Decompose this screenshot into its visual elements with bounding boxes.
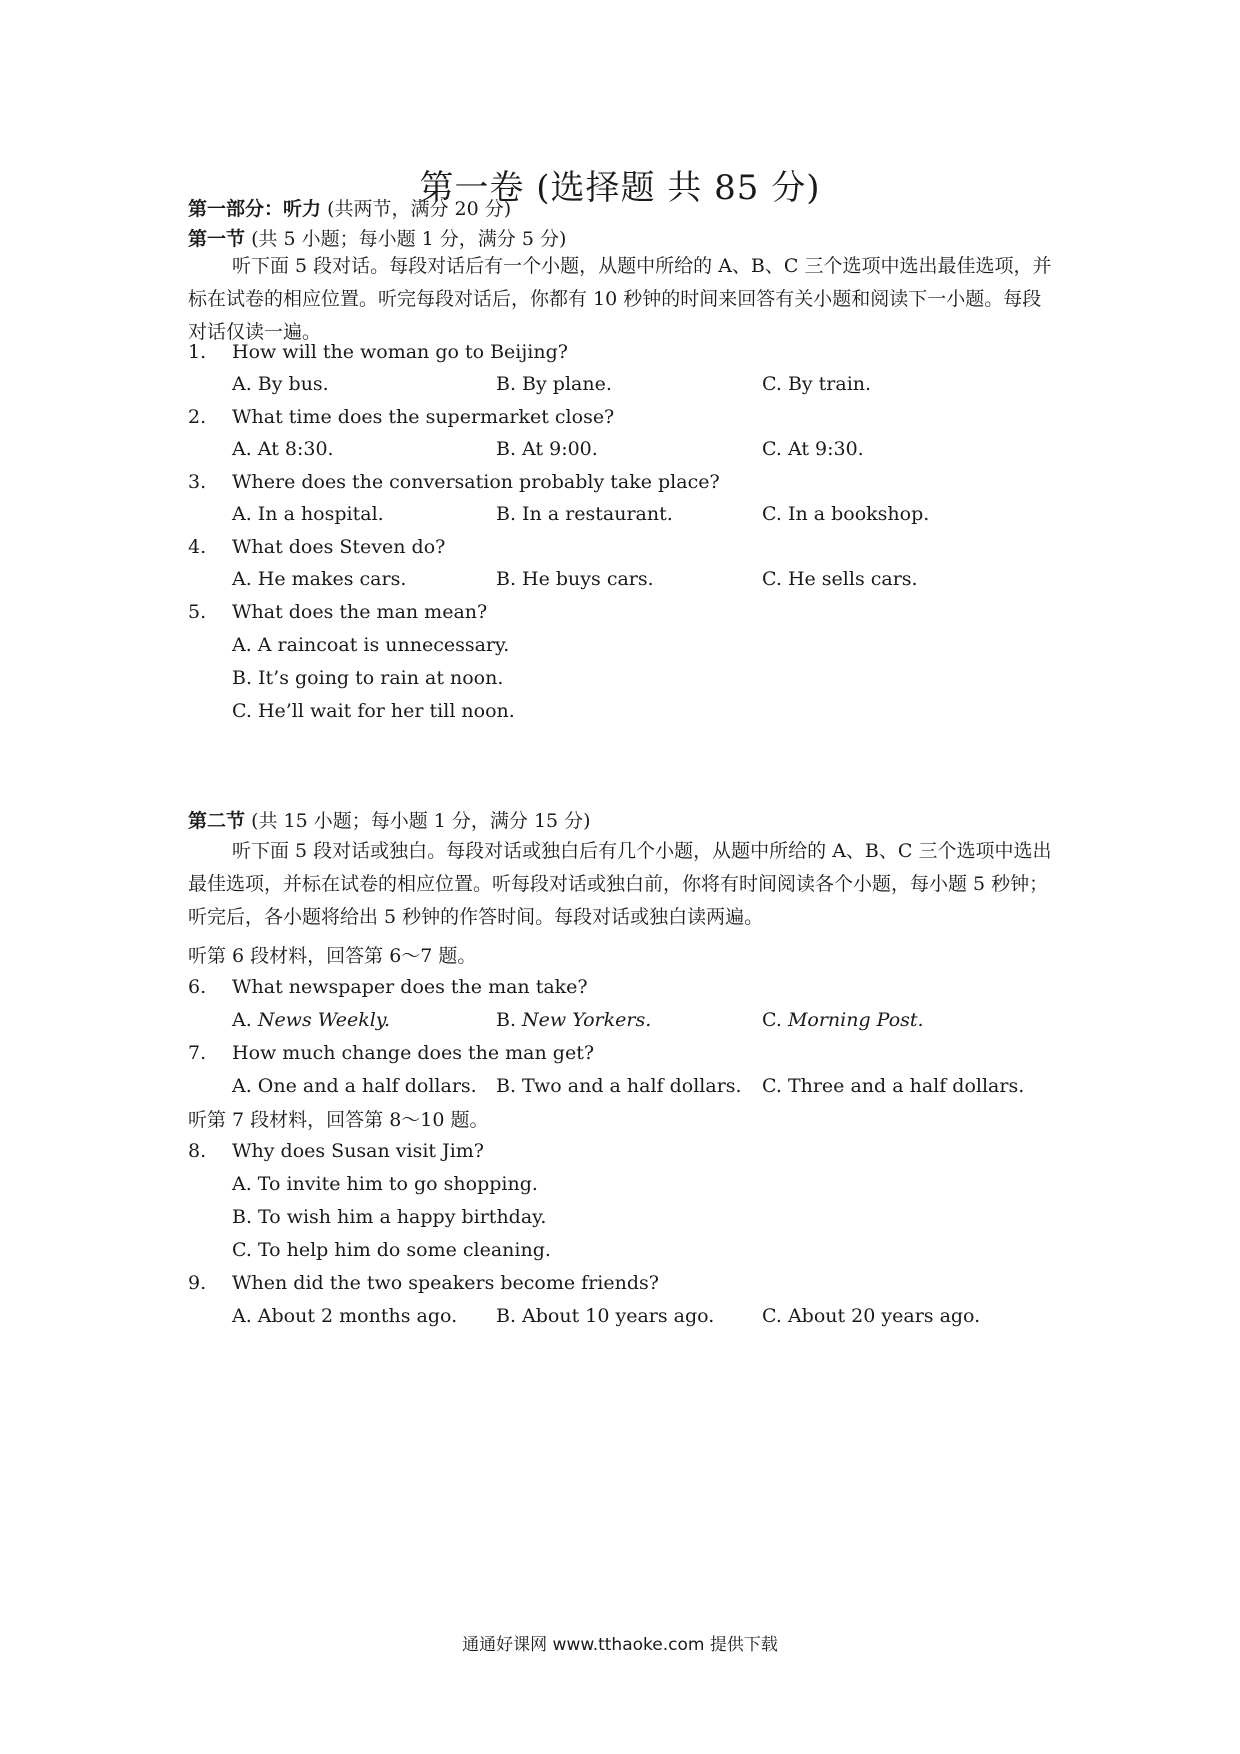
question-text: When did the two speakers become friends? xyxy=(232,1272,659,1294)
question-text: How will the woman go to Beijing? xyxy=(232,341,568,363)
question-text: What does the man mean? xyxy=(232,601,488,623)
question-number: 3. xyxy=(188,471,207,493)
question-text: Where does the conversation probably take place? xyxy=(232,471,720,493)
option-c-prefix: C. xyxy=(762,1009,788,1031)
question-number: 8. xyxy=(188,1140,207,1162)
question-number: 1. xyxy=(188,341,207,363)
option-c: C. He sells cars. xyxy=(762,568,918,590)
option-a-title: News Weekly. xyxy=(257,1009,391,1031)
page-footer: 通通好课网 www.tthaoke.com 提供下载 xyxy=(462,1635,778,1655)
option-b: B. To wish him a happy birthday. xyxy=(232,1206,547,1228)
section2-heading: 第二节 xyxy=(188,810,246,832)
option-b: B. By plane. xyxy=(496,373,612,395)
option-a: A. About 2 months ago. xyxy=(232,1305,458,1327)
option-c: C. In a bookshop. xyxy=(762,503,930,525)
option-a: A. A raincoat is unnecessary. xyxy=(232,634,510,656)
question-number: 7. xyxy=(188,1042,207,1064)
option-a: A. He makes cars. xyxy=(232,568,407,590)
section2-heading-line xyxy=(188,808,591,834)
option-b-prefix: B. xyxy=(496,1009,523,1031)
section1-heading-line xyxy=(188,226,566,252)
option-b xyxy=(496,1009,651,1031)
question-number: 6. xyxy=(188,976,207,998)
section1-heading-note: (共 5 小题；每小题 1 分，满分 5 分) xyxy=(251,228,567,250)
material-6-instruction: 听第 6 段材料，回答第 6～7 题。 xyxy=(188,945,477,967)
option-b: B. He buys cars. xyxy=(496,568,654,590)
option-c: C. At 9:30. xyxy=(762,438,864,460)
option-b-title: New Yorkers. xyxy=(522,1009,652,1031)
option-c: C. By train. xyxy=(762,373,872,395)
question-text: What time does the supermarket close? xyxy=(232,406,615,428)
material-7-instruction: 听第 7 段材料，回答第 8～10 题。 xyxy=(188,1109,489,1131)
option-b: B. In a restaurant. xyxy=(496,503,673,525)
part1-heading-note: (共两节，满分 20 分) xyxy=(327,198,512,220)
option-a: A. By bus. xyxy=(232,373,329,395)
question-number: 5. xyxy=(188,601,207,623)
section2-instructions: 听下面 5 段对话或独白。每段对话或独白后有几个小题，从题中所给的 A、B、C 三个选项中选出最佳选项，并标在试卷的相应位置。听每段对话或独白前，你将有时间阅读各个小题，每小题 5 秒钟；听完后，各小题将给出 5 秒钟的作答时间。每段对话或独白读两遍。 xyxy=(188,840,1052,928)
part1-heading-line xyxy=(188,196,511,222)
option-a: A. In a hospital. xyxy=(232,503,384,525)
option-b: B. About 10 years ago. xyxy=(496,1305,715,1327)
option-a: A. To invite him to go shopping. xyxy=(232,1173,538,1195)
section2-heading-note: (共 15 小题；每小题 1 分，满分 15 分) xyxy=(251,810,591,832)
section1-heading: 第一节 xyxy=(188,228,246,250)
option-a-prefix: A. xyxy=(232,1009,258,1031)
question-text: Why does Susan visit Jim? xyxy=(232,1140,484,1162)
question-number: 2. xyxy=(188,406,207,428)
paper-title: 第一卷 (选择题 共 85 分) xyxy=(419,168,821,208)
option-b: B. Two and a half dollars. xyxy=(496,1075,742,1097)
question-text: How much change does the man get? xyxy=(232,1042,595,1064)
option-c: C. Three and a half dollars. xyxy=(762,1075,1025,1097)
option-c-title: Morning Post. xyxy=(787,1009,924,1031)
question-number: 4. xyxy=(188,536,207,558)
option-a xyxy=(232,1009,390,1031)
option-b: B. It’s going to rain at noon. xyxy=(232,667,504,689)
option-b: B. At 9:00. xyxy=(496,438,598,460)
option-c xyxy=(762,1009,924,1031)
question-number: 9. xyxy=(188,1272,207,1294)
option-c: C. About 20 years ago. xyxy=(762,1305,981,1327)
part1-heading: 第一部分：听力 xyxy=(188,198,322,220)
option-a: A. At 8:30. xyxy=(232,438,334,460)
question-text: What does Steven do? xyxy=(232,536,446,558)
section1-instructions: 听下面 5 段对话。每段对话后有一个小题，从题中所给的 A、B、C 三个选项中选出最佳选项，并标在试卷的相应位置。听完每段对话后，你都有 10 秒钟的时间来回答有关小题和阅读下一小题。每段对话仅读一遍。 xyxy=(188,255,1052,343)
option-c: C. He’ll wait for her till noon. xyxy=(232,700,515,722)
question-text: What newspaper does the man take? xyxy=(232,976,588,998)
option-a: A. One and a half dollars. xyxy=(232,1075,477,1097)
option-c: C. To help him do some cleaning. xyxy=(232,1239,551,1261)
